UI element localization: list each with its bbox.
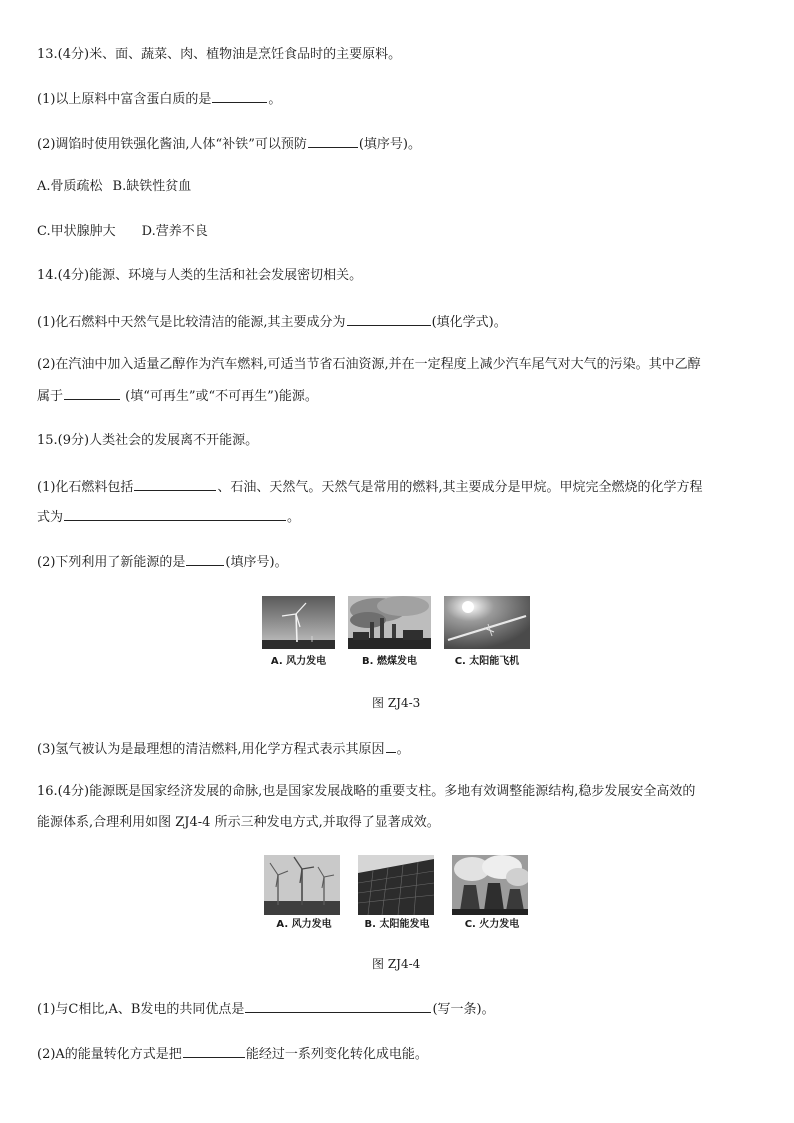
figure-zj4-3-caption-a: A. 风力发电: [270, 656, 327, 667]
q15-part1-end: 。: [287, 510, 301, 525]
q13-option-d: D.营养不良: [141, 224, 208, 239]
solar-panel-photo: [358, 855, 434, 915]
q14-part1-text: (1)化石燃料中天然气是比较清洁的能源,其主要成分为: [37, 315, 346, 330]
q15-part3-blank[interactable]: [386, 739, 396, 753]
q15-part3-end: 。: [396, 742, 410, 757]
q15-part1-eq-label: 式为: [37, 510, 64, 525]
q14-part2-line2: [37, 386, 318, 406]
q14-stem: 14.(4分)能源、环境与人类的生活和社会发展密切相关。: [37, 268, 363, 283]
q15-part1-rest: 、石油、天然气。天然气是常用的燃料,其主要成分是甲烷。甲烷完全燃烧的化学方程: [217, 480, 703, 495]
q13-part1-blank[interactable]: [212, 89, 267, 103]
coal-power-photo: [348, 596, 431, 649]
q14-part2-blank[interactable]: [64, 386, 120, 400]
q14-part1-end: (填化学式)。: [431, 315, 507, 330]
q14-part2-end: (填“可再生”或“不可再生”)能源。: [121, 389, 318, 404]
q15-part2-end: (填序号)。: [225, 555, 288, 570]
q16-stem-line1: 16.(4分)能源既是国家经济发展的命脉,也是国家发展战略的重要支柱。多地有效调整能源结构,稳步发展安全高效的: [37, 784, 696, 799]
thermal-power-photo: [452, 855, 528, 915]
q15-part1-blank1[interactable]: [134, 477, 216, 491]
q15-part2-text: (2)下列利用了新能源的是: [37, 555, 186, 570]
q16-stem-line2: 能源体系,合理利用如图 ZJ4-4 所示三种发电方式,并取得了显著成效。: [37, 815, 440, 830]
figure-zj4-4-caption-c: C. 火力发电: [464, 919, 520, 930]
q13-part2: [37, 134, 421, 154]
q16-part2-text: (2)A的能量转化方式是把: [37, 1047, 182, 1062]
q13-part1: [37, 89, 281, 109]
q16-part2-blank[interactable]: [183, 1044, 245, 1058]
q14-part2-text: 属于: [37, 389, 64, 404]
figure-zj4-4: [262, 855, 532, 955]
q15-part1-blank2[interactable]: [64, 507, 286, 521]
figure-zj4-3-caption-c: C. 太阳能飞机: [454, 656, 520, 667]
q15-stem: 15.(9分)人类社会的发展离不开能源。: [37, 433, 259, 448]
q13-part2-text: (2)调馅时使用铁强化酱油,人体“补铁”可以预防: [37, 137, 307, 152]
q13-part1-text: (1)以上原料中富含蛋白质的是: [37, 92, 212, 107]
q13-part1-end: 。: [268, 92, 282, 107]
q13-option-a: A.骨质疏松: [37, 179, 103, 194]
q13-part2-end: (填序号)。: [358, 137, 421, 152]
q14-part2-line1: (2)在汽油中加入适量乙醇作为汽车燃料,可适当节省石油资源,并在一定程度上减少汽车尾气对大气的污染。其中乙醇: [37, 357, 701, 372]
q15-part1-text: (1)化石燃料包括: [37, 480, 134, 495]
q15-part3: [37, 739, 410, 759]
q16-part1: [37, 999, 495, 1019]
q15-part3-text: (3)氢气被认为是最理想的清洁燃料,用化学方程式表示其原因: [37, 742, 385, 757]
q15-part2-blank[interactable]: [186, 552, 224, 566]
q14-part1: [37, 312, 507, 332]
solar-plane-photo: [444, 596, 530, 649]
figure-zj4-3-title: 图 ZJ4-3: [372, 696, 421, 710]
figure-zj4-4-title: 图 ZJ4-4: [372, 957, 421, 971]
q13-option-b: B.缺铁性贫血: [112, 179, 192, 194]
q16-part1-blank[interactable]: [245, 999, 431, 1013]
q13-part2-blank[interactable]: [308, 134, 358, 148]
wind-turbine-photo: [262, 596, 335, 649]
q16-part2: [37, 1044, 428, 1064]
q16-part2-end: 能经过一系列变化转化成电能。: [245, 1047, 428, 1062]
q15-part1-line2: [37, 507, 300, 527]
figure-zj4-4-caption-a: A. 风力发电: [276, 919, 332, 930]
q14-part1-blank[interactable]: [347, 312, 431, 326]
figure-zj4-4-caption-b: B. 太阳能发电: [364, 919, 430, 930]
q16-part1-end: (写一条)。: [432, 1002, 495, 1017]
wind-farm-photo: [264, 855, 340, 915]
figure-zj4-3-caption-b: B. 燃煤发电: [362, 656, 417, 667]
q13-options-cd: [37, 223, 208, 241]
q13-stem: 13.(4分)米、面、蔬菜、肉、植物油是烹饪食品时的主要原料。: [37, 47, 402, 62]
q13-option-c: C.甲状腺肿大: [37, 224, 116, 239]
q13-options-ab: [37, 178, 191, 196]
q15-part1-line1: [37, 477, 703, 497]
q15-part2: [37, 552, 288, 572]
q16-part1-text: (1)与C相比,A、B发电的共同优点是: [37, 1002, 245, 1017]
